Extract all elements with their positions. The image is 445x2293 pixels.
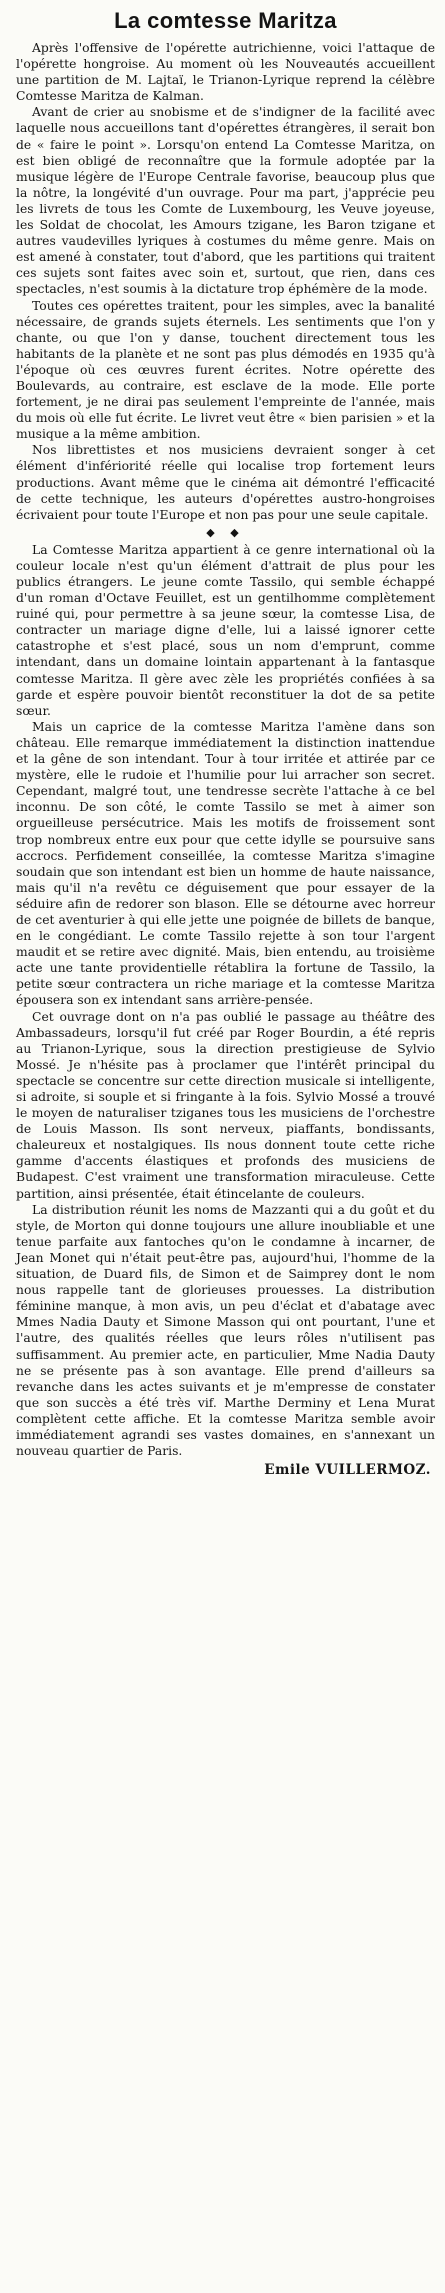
article-title: La comtesse Maritza xyxy=(114,8,337,33)
section-separator: ◆ ◆ xyxy=(206,525,245,539)
paragraph-2: Avant de crier au snobisme et de s'indigner de la facilité avec laquelle nous accueillons tant d'opérettes étrangères, il serait bon de « faire le point ». Lorsqu'on entend La Comtesse Maritza, on est bien obligé de reconnaître que la formule adoptée par la musique légère de l'Europe Centrale favorise, beaucoup plus que la nôtre, la longévité d'un ouvrage. Pour ma part, j'apprécie peu les livrets de tous les Comte de Luxembourg, les Veuve joyeuse, les Soldat de chocolat, les Amours tzigane, les Baron tzigane et autres vaudevilles lyriques à costumes du même genre. Mais on est amené à constater, tout d'abord, que les partitions qui traitent ces sujets sont faites avec soin et, surtout, que rien, dans ces spectacles, n'est soumis à la dictature trop éphémère de la mode. xyxy=(16,105,435,297)
paragraph-5: La Comtesse Maritza appartient à ce genre international où la couleur locale n'est qu'un élément d'attrait de plus pour les publics étrangers. Le jeune comte Tassilo, qui semble échappé d'un roman d'Octave Feuillet, est un gentilhomme complètement ruiné qui, pour permettre à sa jeune sœur, la comtesse Lisa, de contracter un mariage digne d'elle, lui a laissé ignorer cette catastrophe et s'est placé, sous un nom d'emprunt, comme intendant, dans un domaine lointain appartenant à la fantasque comtesse Maritza. Il gère avec zèle les propriétés confiées à sa garde et espère pouvoir bientôt reconstituer la dot de sa petite sœur. xyxy=(16,542,435,718)
author-signature: Emile VUILLERMOZ. xyxy=(264,1462,431,1479)
article-body xyxy=(16,40,435,1479)
paragraph-4: Nos librettistes et nos musiciens devraient songer à cet élément d'infériorité réelle qui localise trop fortement leurs productions. Avant même que le cinéma ait démontré l'efficacité de cette technique, les auteurs d'opérettes austro-hongroises écrivaient pour toute l'Europe et non pas pour une seule capitale. xyxy=(16,443,435,522)
paragraph-6: Mais un caprice de la comtesse Maritza l'amène dans son château. Elle remarque immédiatement la distinction inattendue et la gêne de son intendant. Tour à tour irritée et attirée par ce mystère, elle le rudoie et l'humilie pour lui arracher son secret. Cependant, malgré tout, une tendresse secrète l'attache à ce bel inconnu. De son côté, le comte Tassilo se met à aimer son orgueilleuse persécutrice. Mais les motifs de froissement sont trop nombreux entre eux pour que cette idylle se poursuive sans accrocs. Perfidement conseillée, la comtesse Maritza s'imagine soudain que son intendant est bien un homme de haute naissance, mais qu'il n'a revêtu ce déguisement que pour essayer de la séduire afin de redorer son blason. Elle se détourne avec horreur de cet aventurier à qui elle jette une poignée de billets de banque, en le congédiant. Le comte Tassilo rejette à son tour l'argent maudit et se retire avec dignité. Mais, bien entendu, au troisième acte une tante providentielle rétablira la fortune de Tassilo, la petite sœur contractera un riche mariage et la comtesse Maritza épousera son ex intendant sans arrière-pensée. xyxy=(16,719,435,1008)
paragraph-8: La distribution réunit les noms de Mazzanti qui a du goût et du style, de Morton qui donne toujours une allure inoubliable et une tenue parfaite aux fantoches qu'on le condamne à incarner, de Jean Monet qui n'était peut-être pas, aujourd'hui, l'homme de la situation, de Duard fils, de Simon et de Saimprey dont le nom nous rappelle tant de glorieuses prouesses. La distribution féminine manque, à mon avis, un peu d'éclat et d'abatage avec Mmes Nadia Dauty et Simone Masson qui ont pourtant, l'une et l'autre, des qualités réelles que leurs rôles n'utilisent pas suffisamment. Au premier acte, en particulier, Mme Nadia Dauty ne se présente pas à son avantage. Elle prend d'ailleurs sa revanche dans les actes suivants et je m'empresse de constater que son succès a été très vif. Marthe Derminy et Lena Murat complètent cette affiche. Et la comtesse Maritza semble avoir immédiatement agrandi ses vastes domaines, en s'annexant un nouveau quartier de Paris. xyxy=(16,1202,435,1459)
paragraph-1: Après l'offensive de l'opérette autrichienne, voici l'attaque de l'opérette hongroise. Au moment où les Nouveautés accueillent une partition de M. Lajtaï, le Trianon-Lyrique reprend la célèbre Comtesse Maritza de Kalman. xyxy=(16,41,435,104)
paragraph-3: Toutes ces opérettes traitent, pour les simples, avec la banalité nécessaire, de grands sujets éternels. Les sentiments que l'on y chante, ou que l'on y danse, touchent directement tous les habitants de la planète et ne sont pas plus démodés en 1935 qu'à l'époque où ces œuvres furent écrites. Notre opérette des Boulevards, au contraire, est esclave de la mode. Elle porte fortement, je ne dirai pas seulement l'empreinte de l'année, mais du mois où elle fut écrite. Le livret veut être « bien parisien » et la musique a la même ambition. xyxy=(16,298,435,442)
paragraph-7: Cet ouvrage dont on n'a pas oublié le passage au théâtre des Ambassadeurs, lorsqu'il fut créé par Roger Bourdin, a été repris au Trianon-Lyrique, sous la direction prestigieuse de Sylvio Mossé. Je n'hésite pas à proclamer que l'intérêt principal du spectacle se concentre sur cette direction musicale si intelligente, si adroite, si souple et si fringante à la fois. Sylvio Mossé a trouvé le moyen de naturaliser tziganes tous les musiciens de l'orchestre de Louis Masson. Ils sont nerveux, piaffants, bondissants, chaleureux et nostalgiques. Ils nous donnent toute cette riche gamme d'accents élastiques et profonds des musiciens de Budapest. C'est vraiment une transformation miraculeuse. Cette partition, ainsi présentée, était étincelante de couleurs. xyxy=(16,1009,435,1201)
